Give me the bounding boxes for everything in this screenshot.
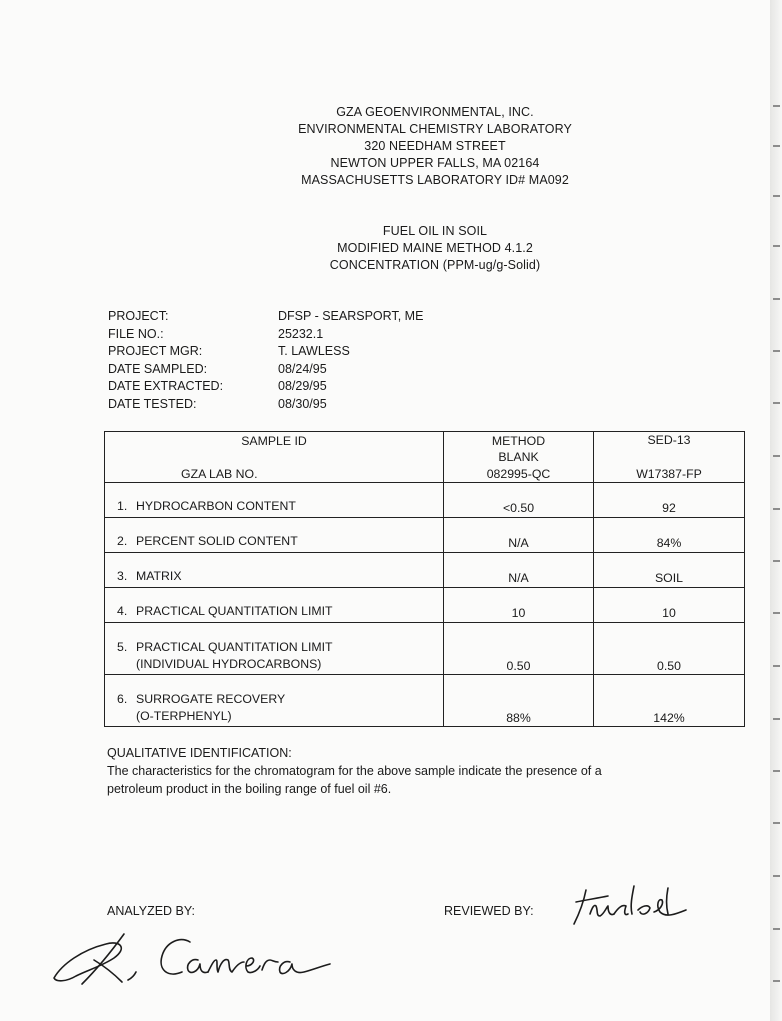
sample-id-header [105,432,444,483]
row-label: 3. MATRIX [117,569,182,583]
qualitative-title: QUALITATIVE IDENTIFICATION: [107,746,292,760]
sample-id-label: SAMPLE ID [241,434,307,448]
table-row [105,483,745,518]
blank-value: N/A [508,536,529,550]
info-label: FILE NO.: [108,326,164,341]
sample-header [594,432,745,483]
info-row [108,309,423,327]
info-value: 08/24/95 [278,361,327,376]
qualitative-line: The characteristics for the chromatogram for the above sample indicate the presence of a [107,764,602,778]
analyzed-signature [48,920,338,990]
info-value: 08/30/95 [278,396,327,411]
blank-value: 0.50 [506,659,531,673]
row-label: 1. HYDROCARBON CONTENT [117,499,296,513]
project-info [108,309,423,414]
sample-value: SOIL [654,571,684,585]
sample-value: 142% [653,711,685,725]
lab-header [0,104,770,189]
info-row [108,344,423,362]
lab-id: MASSACHUSETTS LABORATORY ID# MA092 [301,173,569,187]
info-label: DATE EXTRACTED: [108,379,224,393]
concentration-units: CONCENTRATION (PPM-ug/g-Solid) [329,258,541,272]
sample-value: 92 [662,501,676,515]
binder-edge [770,0,782,1021]
info-row [108,362,423,380]
method-blank-lab-no: 082995-QC [486,466,551,481]
row-label: 5. PRACTICAL QUANTITATION LIMIT (INDIVIDUAL HYDROCARBONS) [117,640,333,671]
info-label: PROJECT: [108,309,169,323]
table-row [105,675,745,727]
blank-value: <0.50 [502,501,535,515]
sample-value: 84% [656,536,682,550]
table-row [105,518,745,553]
method-heading [0,223,770,274]
sample-lab-no: W17387-FP [636,466,702,481]
blank-value: 88% [506,711,531,725]
info-value: T. LAWLESS [278,344,350,358]
blank-value: N/A [508,571,529,585]
results-table [104,431,745,727]
company-name: GZA GEOENVIRONMENTAL, INC. [336,105,534,119]
info-value: 08/29/95 [278,379,327,393]
row-label: 4. PRACTICAL QUANTITATION LIMIT [117,604,333,618]
table-row [105,623,745,675]
info-label: DATE SAMPLED: [108,361,208,376]
row-label: 2. PERCENT SOLID CONTENT [117,534,298,548]
method-blank-line2: BLANK [498,450,539,464]
sample-value: 0.50 [657,659,681,673]
city-address: NEWTON UPPER FALLS, MA 02164 [330,156,540,170]
info-value: DFSP - SEARSPORT, ME [278,309,424,323]
info-row [108,397,423,415]
analyzed-by-label: ANALYZED BY: [107,904,195,918]
lab-no-label: GZA LAB NO. [181,467,258,481]
info-row [108,327,423,345]
method-blank-header [444,432,594,483]
street-address: 320 NEEDHAM STREET [364,139,506,153]
table-row [105,588,745,623]
reviewed-signature [568,880,698,930]
sample-value: 10 [662,606,676,620]
qualitative-line: petroleum product in the boiling range of fuel oil #6. [107,781,392,796]
info-label: PROJECT MGR: [108,344,203,358]
analysis-title: FUEL OIL IN SOIL [382,224,488,238]
reviewed-by-label: REVIEWED BY: [444,904,534,918]
method-name: MODIFIED MAINE METHOD 4.1.2 [337,241,533,255]
qualitative-identification [107,745,667,798]
info-label: DATE TESTED: [108,396,197,411]
info-row [108,379,423,397]
table-header-row [105,432,745,483]
blank-value: 10 [511,606,526,620]
row-label: 6. SURROGATE RECOVERY (O-TERPHENYL) [117,692,286,723]
sample-name: SED-13 [647,433,691,447]
info-value: 25232.1 [278,326,324,341]
method-blank-line1: METHOD [491,433,546,448]
table-row [105,553,745,588]
lab-name: ENVIRONMENTAL CHEMISTRY LABORATORY [298,122,572,136]
